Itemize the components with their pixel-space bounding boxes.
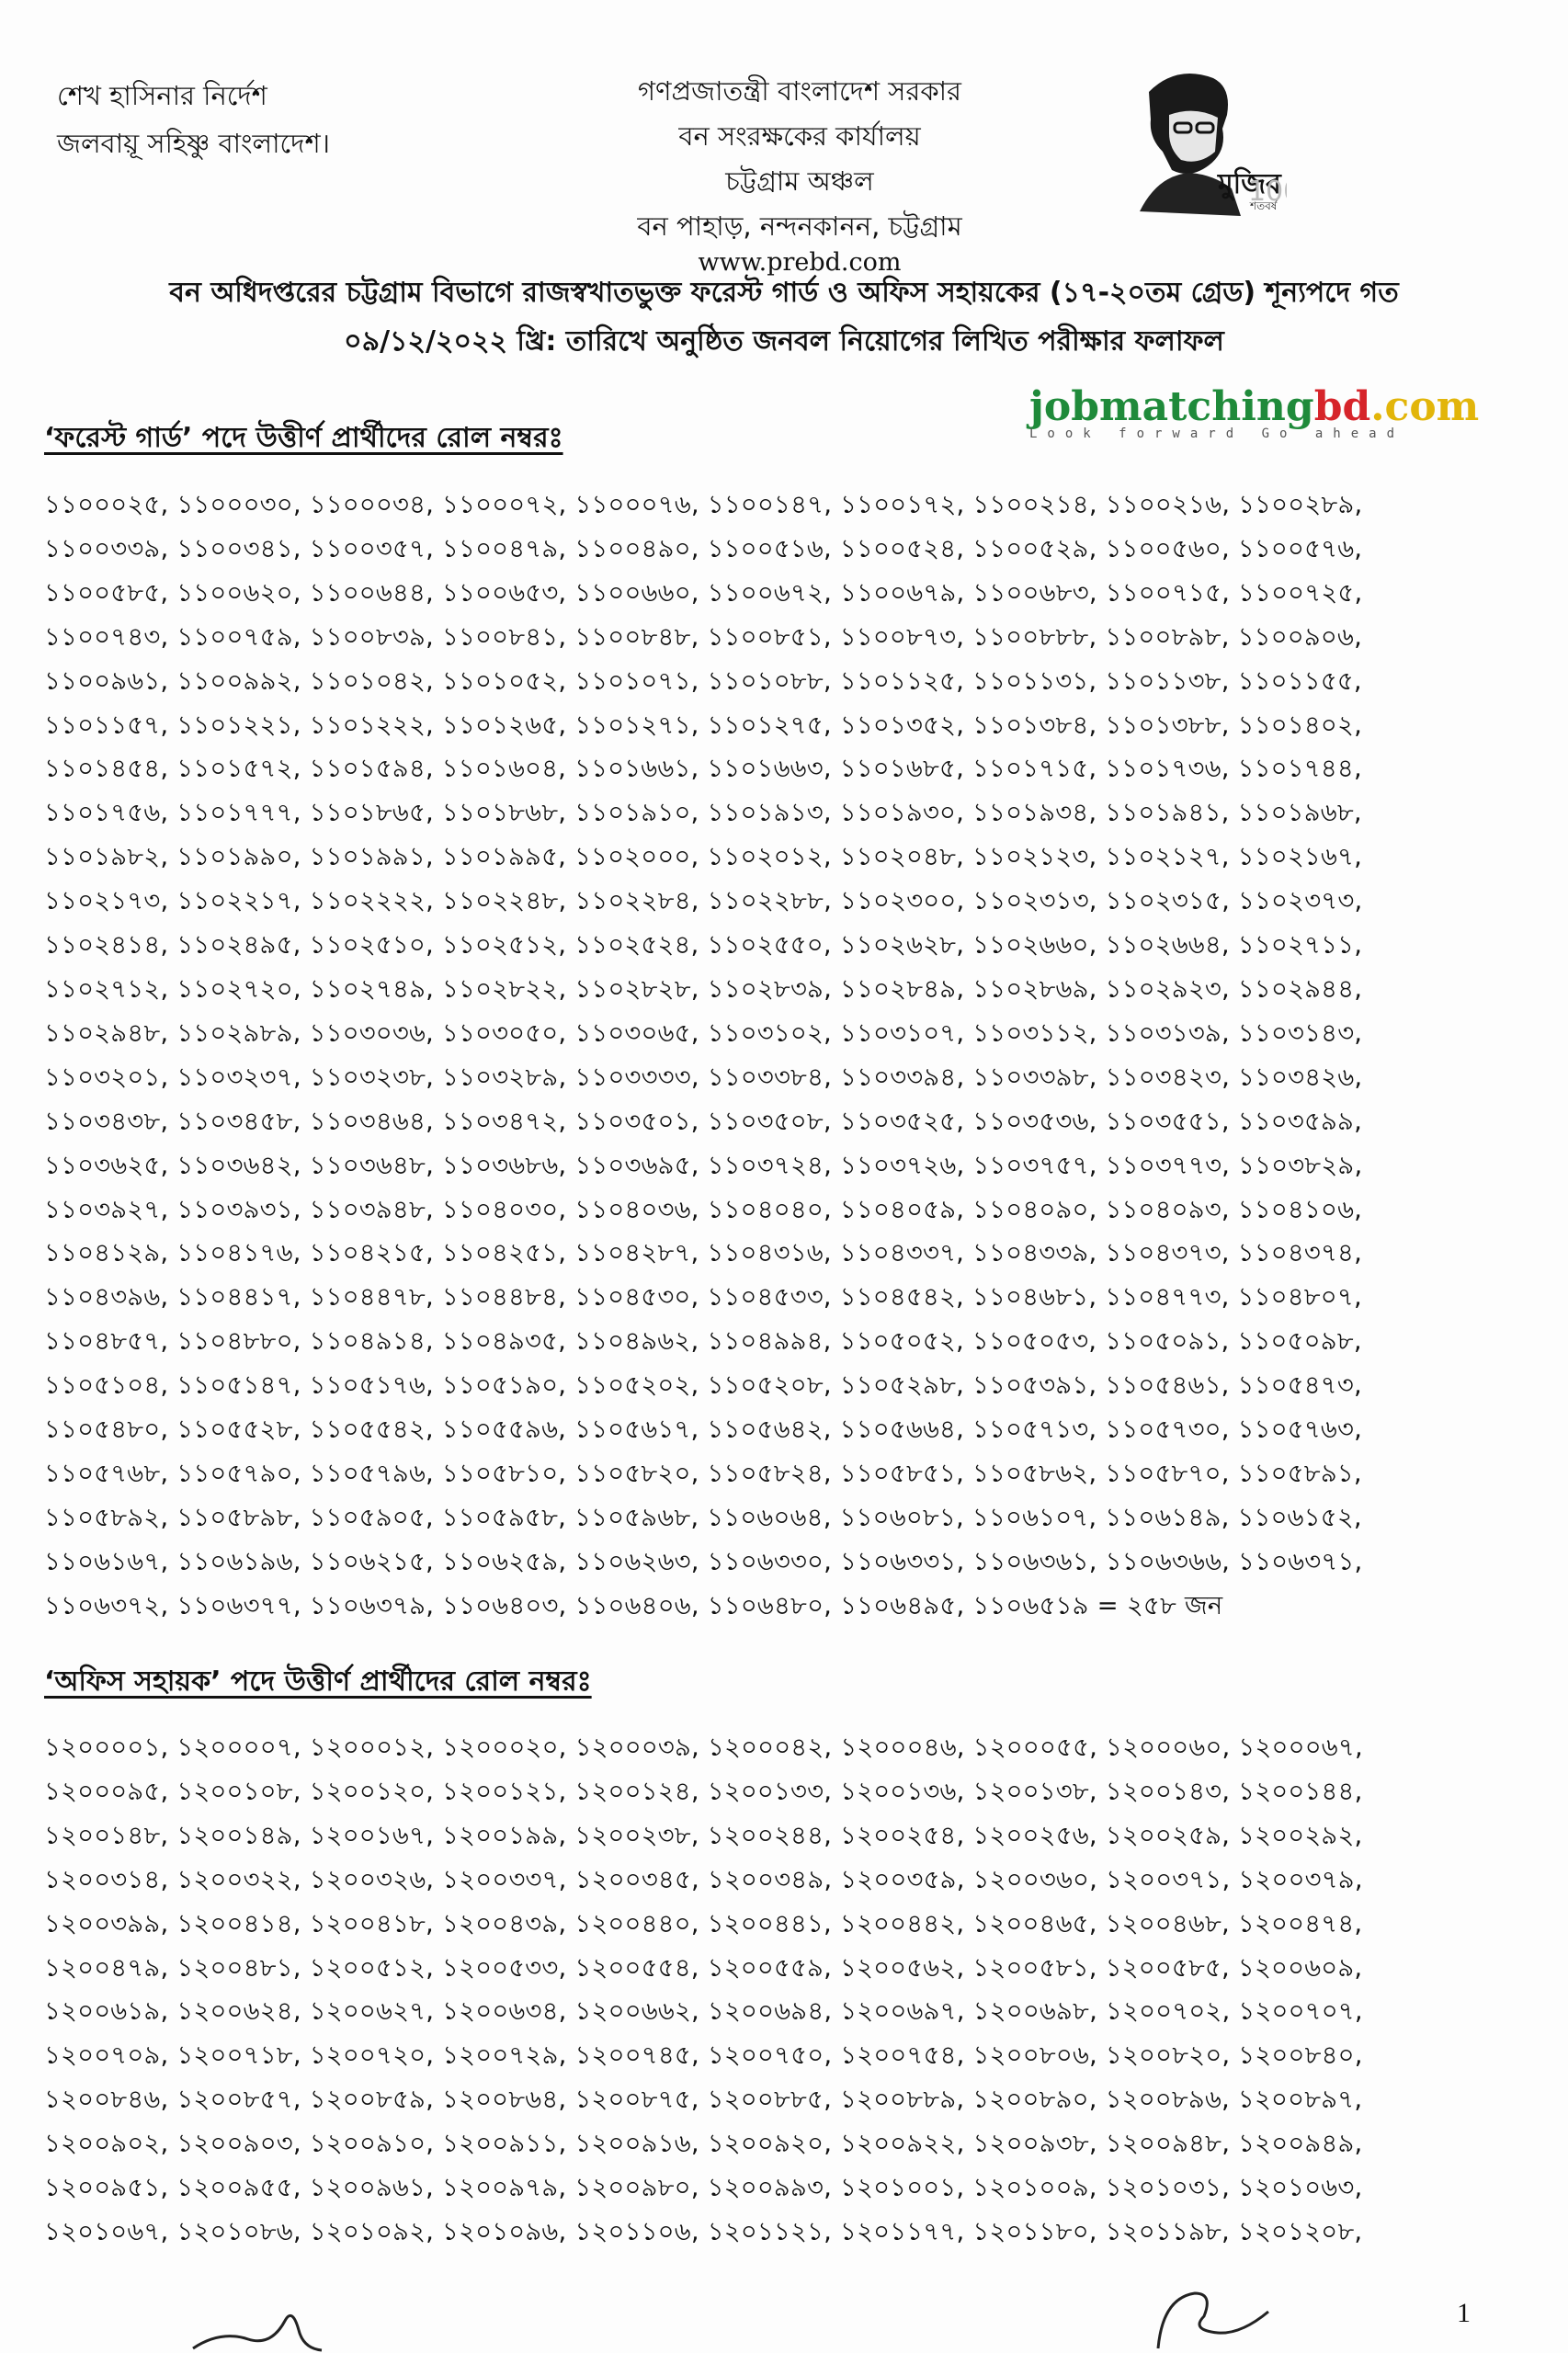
office-name: বন সংরক্ষকের কার্যালয় — [678, 120, 921, 152]
office-address: বন পাহাড়, নন্দনকানন, চট্টগ্রাম — [637, 210, 962, 242]
notice-title-line-2: ০৯/১২/২০২২ খ্রি: তারিখে অনুষ্ঠিত জনবল নিয়োগের লিখিত পরীক্ষার ফলাফল — [344, 325, 1224, 358]
logo-text: মুজিব — [1218, 168, 1281, 200]
office-assistant-heading: ‘অফিস সহায়ক’ পদে উত্তীর্ণ প্রার্থীদের রোল নম্বরঃ — [44, 1665, 592, 1698]
portrait-icon — [1112, 64, 1287, 221]
govt-name: গণপ্রজাতন্ত্রী বাংলাদেশ সরকার — [637, 75, 962, 107]
office-header — [478, 69, 1121, 277]
page-number: 1 — [1457, 2298, 1471, 2328]
svg-text:100: 10 — [1248, 176, 1284, 208]
site-watermark — [1029, 383, 1480, 441]
header-motto — [57, 72, 330, 167]
forest-guard-roll-list: ১১০০০২৫, ১১০০০৩০, ১১০০০৩৪, ১১০০০৭২, ১১০০০৭৬, ১১০০১৪৭, ১১০০১৭২, ১১০০২১৪, ১১০০২১৬, ১১০০২৮৯, ১১০০৩৩৯, ১১০০৩৪১, ১১০০৩৫৭, ১১০০৪৭৯, ১১০০৪৯০, ১১০০৫১৬, ১১০০৫২৪, ১১০০৫২৯, ১১০০৫৬০, ১১০০৫৭৬, ১১০০৫৮৫, ১১০০৬২০, ১১০০৬৪৪, ১১০০৬৫৩, ১১০০৬৬০, ১১০০৬৭২, ১১০০৬৭৯, ১১০০৬৮৩, ১১০০৭১৫, ১১০০৭২৫, ১১০০৭৪৩, ১১০০৭৫৯, ১১০০৮৩৯, ১১০০৮৪১, ১১০০৮৪৮, ১১০০৮৫১, ১১০০৮৭৩, ১১০০৮৮৮, ১১০০৮৯৮, ১১০০৯০৬, ১১০০৯৬১, ১১০০৯৯২, ১১০১০৪২, ১১০১০৫২, ১১০১০৭১, ১১০১০৮৮, ১১০১১২৫, ১১০১১৩১, ১১০১১৩৮, ১১০১১৫৫, ১১০১১৫৭, ১১০১২২১, ১১০১২২২, ১১০১২৬৫, ১১০১২৭১, ১১০১২৭৫, ১১০১৩৫২, ১১০১৩৮৪, ১১০১৩৮৮, ১১০১৪০২, ১১০১৪৫৪, ১১০১৫৭২, ১১০১৫৯৪, ১১০১৬০৪, ১১০১৬৬১, ১১০১৬৬৩, ১১০১৬৮৫, ১১০১৭১৫, ১১০১৭৩৬, ১১০১৭৪৪, ১১০১৭৫৬, ১১০১৭৭৭, ১১০১৮৬৫, ১১০১৮৬৮, ১১০১৯১০, ১১০১৯১৩, ১১০১৯৩০, ১১০১৯৩৪, ১১০১৯৪১, ১১০১৯৬৮, ১১০১৯৮২, ১১০১৯৯০, ১১০১৯৯১, ১১০১৯৯৫, ১১০২০০০, ১১০২০১২, ১১০২০৪৮, ১১০২১২৩, ১১০২১২৭, ১১০২১৬৭, ১১০২১৭৩, ১১০২২১৭, ১১০২২২২, ১১০২২৪৮, ১১০২২৮৪, ১১০২২৮৮, ১১০২৩০০, ১১০২৩১৩, ১১০২৩১৫, ১১০২৩৭৩, ১১০২৪১৪, ১১০২৪৯৫, ১১০২৫১০, ১১০২৫১২, ১১০২৫২৪, ১১০২৫৫০, ১১০২৬২৮, ১১০২৬৬০, ১১০২৬৬৪, ১১০২৭১১, ১১০২৭১২, ১১০২৭২০, ১১০২৭৪৯, ১১০২৮২২, ১১০২৮২৮, ১১০২৮৩৯, ১১০২৮৪৯, ১১০২৮৬৯, ১১০২৯২৩, ১১০২৯৪৪, ১১০২৯৪৮, ১১০২৯৮৯, ১১০৩০৩৬, ১১০৩০৫০, ১১০৩০৬৫, ১১০৩১০২, ১১০৩১০৭, ১১০৩১১২, ১১০৩১৩৯, ১১০৩১৪৩, ১১০৩২০১, ১১০৩২৩৭, ১১০৩২৩৮, ১১০৩২৮৯, ১১০৩৩৩৩, ১১০৩৩৮৪, ১১০৩৩৯৪, ১১০৩৩৯৮, ১১০৩৪২৩, ১১০৩৪২৬, ১১০৩৪৩৮, ১১০৩৪৫৮, ১১০৩৪৬৪, ১১০৩৪৭২, ১১০৩৫০১, ১১০৩৫০৮, ১১০৩৫২৫, ১১০৩৫৩৬, ১১০৩৫৫১, ১১০৩৫৯৯, ১১০৩৬২৫, ১১০৩৬৪২, ১১০৩৬৪৮, ১১০৩৬৮৬, ১১০৩৬৯৫, ১১০৩৭২৪, ১১০৩৭২৬, ১১০৩৭৫৭, ১১০৩৭৭৩, ১১০৩৮২৯, ১১০৩৯২৭, ১১০৩৯৩১, ১১০৩৯৪৮, ১১০৪০৩০, ১১০৪০৩৬, ১১০৪০৪০, ১১০৪০৫৯, ১১০৪০৯০, ১১০৪০৯৩, ১১০৪১০৬, ১১০৪১২৯, ১১০৪১৭৬, ১১০৪২১৫, ১১০৪২৫১, ১১০৪২৮৭, ১১০৪৩১৬, ১১০৪৩৩৭, ১১০৪৩৩৯, ১১০৪৩৭৩, ১১০৪৩৭৪, ১১০৪৩৯৬, ১১০৪৪১৭, ১১০৪৪৭৮, ১১০৪৪৮৪, ১১০৪৫৩০, ১১০৪৫৩৩, ১১০৪৫৪২, ১১০৪৬৮১, ১১০৪৭৭৩, ১১০৪৮০৭, ১১০৪৮৫৭, ১১০৪৮৮০, ১১০৪৯১৪, ১১০৪৯৩৫, ১১০৪৯৬২, ১১০৪৯৯৪, ১১০৫০৫২, ১১০৫০৫৩, ১১০৫০৯১, ১১০৫০৯৮, ১১০৫১০৪, ১১০৫১৪৭, ১১০৫১৭৬, ১১০৫১৯০, ১১০৫২০২, ১১০৫২০৮, ১১০৫২৯৮, ১১০৫৩৯১, ১১০৫৪৬১, ১১০৫৪৭৩, ১১০৫৪৮০, ১১০৫৫২৮, ১১০৫৫৪২, ১১০৫৫৯৬, ১১০৫৬১৭, ১১০৫৬৪২, ১১০৫৬৬৪, ১১০৫৭১৩, ১১০৫৭৩০, ১১০৫৭৬৩, ১১০৫৭৬৮, ১১০৫৭৯০, ১১০৫৭৯৬, ১১০৫৮১০, ১১০৫৮২০, ১১০৫৮২৪, ১১০৫৮৫১, ১১০৫৮৬২, ১১০৫৮৭০, ১১০৫৮৯১, ১১০৫৮৯২, ১১০৫৮৯৮, ১১০৫৯০৫, ১১০৫৯৫৮, ১১০৫৯৬৮, ১১০৬০৬৪, ১১০৬০৮১, ১১০৬১০৭, ১১০৬১৪৯, ১১০৬১৫২, ১১০৬১৬৭, ১১০৬১৯৬, ১১০৬২১৫, ১১০৬২৫৯, ১১০৬২৬৩, ১১০৬৩৩০, ১১০৬৩৩১, ১১০৬৩৬১, ১১০৬৩৬৬, ১১০৬৩৭১, ১১০৬৩৭২, ১১০৬৩৭৭, ১১০৬৩৭৯, ১১০৬৪০৩, ১১০৬৪০৬, ১১০৬৪৮০, ১১০৬৪৯৫, ১১০৬৫১৯ = ২৫৮ জন — [44, 490, 1363, 1620]
motto-line-2: জলবায়ূ সহিষ্ণু বাংলাদেশ। — [57, 128, 330, 159]
watermark-part2: bd — [1313, 383, 1371, 430]
region-name: চট্টগ্রাম অঞ্চল — [725, 165, 874, 197]
forest-guard-heading: ‘ফরেস্ট গার্ড’ পদে উত্তীর্ণ প্রার্থীদের রোল নম্বরঃ — [44, 422, 563, 454]
logo-subtext: শতবর্ষ — [1250, 199, 1278, 212]
watermark-tagline: Look forward Go ahead — [1029, 426, 1405, 441]
motto-line-1: শেখ হাসিনার নির্দেশ — [57, 80, 267, 111]
website-text: www.prebd.com — [698, 248, 902, 277]
watermark-part3: .com — [1370, 383, 1480, 430]
mujib-centenary-logo — [1112, 64, 1287, 221]
notice-title — [74, 268, 1494, 366]
signature-right — [1140, 2279, 1287, 2353]
office-assistant-roll-list: ১২০০০০১, ১২০০০০৭, ১২০০০১২, ১২০০০২০, ১২০০০৩৯, ১২০০০৪২, ১২০০০৪৬, ১২০০০৫৫, ১২০০০৬০, ১২০০০৬৭, ১২০০০৯৫, ১২০০১০৮, ১২০০১২০, ১২০০১২১, ১২০০১২৪, ১২০০১৩৩, ১২০০১৩৬, ১২০০১৩৮, ১২০০১৪৩, ১২০০১৪৪, ১২০০১৪৮, ১২০০১৪৯, ১২০০১৬৭, ১২০০১৯৯, ১২০০২৩৮, ১২০০২৪৪, ১২০০২৫৪, ১২০০২৫৬, ১২০০২৫৯, ১২০০২৯২, ১২০০৩১৪, ১২০০৩২২, ১২০০৩২৬, ১২০০৩৩৭, ১২০০৩৪৫, ১২০০৩৪৯, ১২০০৩৫৯, ১২০০৩৬০, ১২০০৩৭১, ১২০০৩৭৯, ১২০০৩৯৯, ১২০০৪১৪, ১২০০৪১৮, ১২০০৪৩৯, ১২০০৪৪০, ১২০০৪৪১, ১২০০৪৪২, ১২০০৪৬৫, ১২০০৪৬৮, ১২০০৪৭৪, ১২০০৪৭৯, ১২০০৪৮১, ১২০০৫১২, ১২০০৫৩৩, ১২০০৫৫৪, ১২০০৫৫৯, ১২০০৫৬২, ১২০০৫৮১, ১২০০৫৮৫, ১২০০৬০৯, ১২০০৬১৯, ১২০০৬২৪, ১২০০৬২৭, ১২০০৬৩৪, ১২০০৬৬২, ১২০০৬৯৪, ১২০০৬৯৭, ১২০০৬৯৮, ১২০০৭০২, ১২০০৭০৭, ১২০০৭০৯, ১২০০৭১৮, ১২০০৭২০, ১২০০৭২৯, ১২০০৭৪৫, ১২০০৭৫০, ১২০০৭৫৪, ১২০০৮০৬, ১২০০৮২০, ১২০০৮৪০, ১২০০৮৪৬, ১২০০৮৫৭, ১২০০৮৫৯, ১২০০৮৬৪, ১২০০৮৭৫, ১২০০৮৮৫, ১২০০৮৮৯, ১২০০৮৯০, ১২০০৮৯৬, ১২০০৮৯৭, ১২০০৯০২, ১২০০৯০৩, ১২০০৯১০, ১২০০৯১১, ১২০০৯১৬, ১২০০৯২০, ১২০০৯২২, ১২০০৯৩৮, ১২০০৯৪৮, ১২০০৯৪৯, ১২০০৯৫১, ১২০০৯৫৫, ১২০০৯৬১, ১২০০৯৭৯, ১২০০৯৮০, ১২০০৯৯৩, ১২০১০০১, ১২০১০০৯, ১২০১০৩১, ১২০১০৬৩, ১২০১০৬৭, ১২০১০৮৬, ১২০১০৯২, ১২০১০৯৬, ১২০১১০৬, ১২০১১২১, ১২০১১৭৭, ১২০১১৮০, ১২০১১৯৮, ১২০১২০৮, — [44, 1733, 1363, 2246]
watermark-logo — [1029, 383, 1480, 430]
signature-left — [184, 2293, 368, 2353]
notice-title-line-1: বন অধিদপ্তরের চট্টগ্রাম বিভাগে রাজস্বখাতভুক্ত ফরেস্ট গার্ড ও অফিস সহায়কের (১৭-২০তম গ্রেড) শূন্যপদে গত — [169, 277, 1399, 309]
watermark-part1: jobmatching — [1029, 383, 1314, 430]
